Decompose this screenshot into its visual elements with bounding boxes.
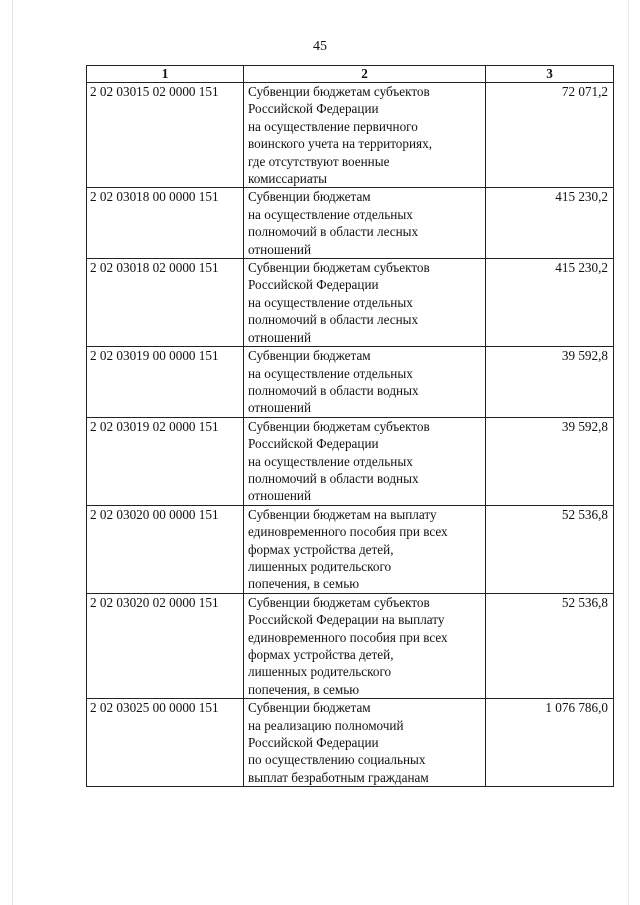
- budget-code-cell: 2 02 03018 00 0000 151: [87, 188, 244, 259]
- revenue-name-cell: Субвенции бюджетам субъектов Российской Федерации на осуществление отдельных полномочий в области лесных отношений: [244, 259, 486, 347]
- revenue-name-cell: Субвенции бюджетам на реализацию полномочий Российской Федерации по осуществлению социальных выплат безработным гражданам: [244, 699, 486, 787]
- right-scan-edge: [628, 0, 629, 905]
- table-row: [87, 188, 614, 259]
- table-row: [87, 83, 614, 188]
- table-row: [87, 347, 614, 418]
- budget-code-cell: 2 02 03020 02 0000 151: [87, 593, 244, 698]
- revenue-name-cell: Субвенции бюджетам на осуществление отдельных полномочий в области водных отношений: [244, 347, 486, 418]
- budget-code-cell: 2 02 03018 02 0000 151: [87, 259, 244, 347]
- column-header-code: 1: [87, 66, 244, 83]
- amount-cell: 1 076 786,0: [486, 699, 614, 787]
- budget-code-cell: 2 02 03025 00 0000 151: [87, 699, 244, 787]
- table-row: [87, 699, 614, 787]
- left-scan-edge: [12, 0, 13, 905]
- table-row: [87, 593, 614, 698]
- revenue-name-cell: Субвенции бюджетам на осуществление отдельных полномочий в области лесных отношений: [244, 188, 486, 259]
- column-header-amount: 3: [486, 66, 614, 83]
- budget-code-cell: 2 02 03019 00 0000 151: [87, 347, 244, 418]
- revenue-name-cell: Субвенции бюджетам субъектов Российской Федерации на осуществление отдельных полномочий в области водных отношений: [244, 417, 486, 505]
- revenue-name-cell: Субвенции бюджетам на выплату единовременного пособия при всех формах устройства детей, лишенных родительского попечения, в семью: [244, 505, 486, 593]
- amount-cell: 52 536,8: [486, 593, 614, 698]
- budget-code-cell: 2 02 03019 02 0000 151: [87, 417, 244, 505]
- amount-cell: 415 230,2: [486, 188, 614, 259]
- amount-cell: 415 230,2: [486, 259, 614, 347]
- table-row: [87, 505, 614, 593]
- amount-cell: 39 592,8: [486, 417, 614, 505]
- budget-revenue-table: [86, 65, 614, 787]
- column-header-name: 2: [244, 66, 486, 83]
- budget-code-cell: 2 02 03020 00 0000 151: [87, 505, 244, 593]
- page-number: 45: [313, 39, 327, 54]
- budget-code-cell: 2 02 03015 02 0000 151: [87, 83, 244, 188]
- amount-cell: 72 071,2: [486, 83, 614, 188]
- amount-cell: 39 592,8: [486, 347, 614, 418]
- table-row: [87, 259, 614, 347]
- table-row: [87, 417, 614, 505]
- amount-cell: 52 536,8: [486, 505, 614, 593]
- table-header-row: [87, 66, 614, 83]
- revenue-name-cell: Субвенции бюджетам субъектов Российской Федерации на выплату единовременного пособия при всех формах устройства детей, лишенных родительского попечения, в семью: [244, 593, 486, 698]
- revenue-name-cell: Субвенции бюджетам субъектов Российской Федерации на осуществление первичного воинского учета на территориях, где отсутствуют военные комиссариаты: [244, 83, 486, 188]
